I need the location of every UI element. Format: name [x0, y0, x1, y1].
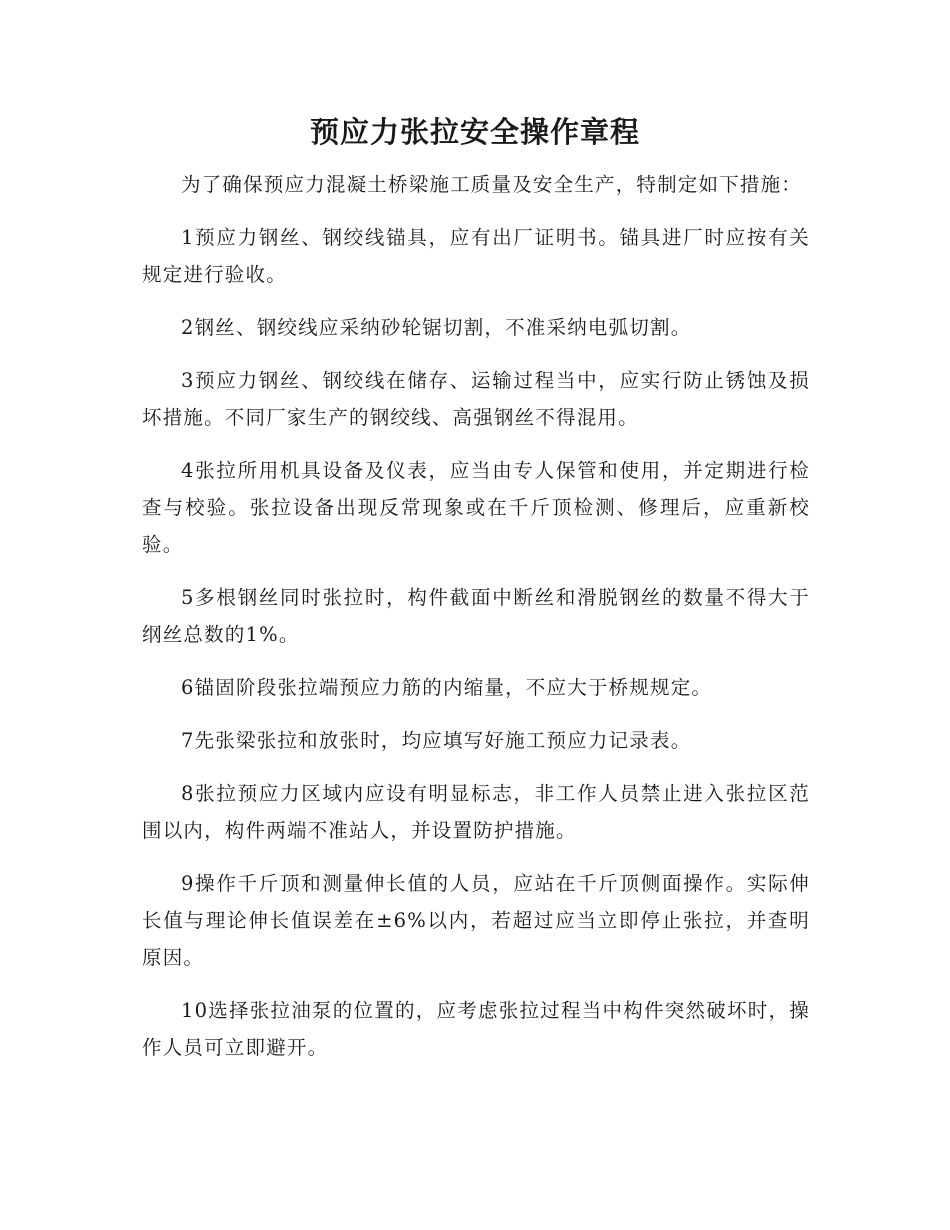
document-body [142, 166, 810, 1082]
paragraph-item-4: 4张拉所用机具设备及仪表，应当由专人保管和使用，并定期进行检查与校验。张拉设备出现反常现象或在千斤顶检测、修理后，应重新校验。 [142, 459, 810, 556]
paragraph-item-8: 8张拉预应力区域内应设有明显标志，非工作人员禁止进入张拉区范围以内，构件两端不准站人，并设置防护措施。 [142, 782, 810, 842]
paragraph-item-9: 9操作千斤顶和测量伸长值的人员，应站在千斤顶侧面操作。实际伸长值与理论伸长值误差在±6%以内，若超过应当立即停止张拉，并查明原因。 [142, 872, 810, 969]
paragraph-item-2: 2钢丝、钢绞线应采纳砂轮锯切割，不准采纳电弧切割。 [181, 316, 692, 339]
paragraph-item-5: 5多根钢丝同时张拉时，构件截面中断丝和滑脱钢丝的数量不得大于纲丝总数的1%。 [142, 586, 810, 646]
paragraph-intro: 为了确保预应力混凝土桥梁施工质量及安全生产，特制定如下措施： [181, 173, 803, 196]
paragraph-item-1: 1预应力钢丝、钢绞线锚具，应有出厂证明书。锚具进厂时应按有关规定进行验收。 [142, 226, 810, 286]
paragraph-item-7: 7先张梁张拉和放张时，均应填写好施工预应力记录表。 [181, 729, 692, 752]
paragraph-item-10: 10选择张拉油泵的位置的，应考虑张拉过程当中构件突然破坏时，操作人员可立即避开。 [142, 999, 810, 1059]
paragraph-item-3: 3预应力钢丝、钢绞线在储存、运输过程当中，应实行防止锈蚀及损坏措施。不同厂家生产的钢绞线、高强钢丝不得混用。 [142, 369, 810, 429]
document-title: 预应力张拉安全操作章程 [309, 115, 640, 149]
paragraph-item-6: 6锚固阶段张拉端预应力筋的内缩量，不应大于桥规规定。 [181, 676, 713, 699]
